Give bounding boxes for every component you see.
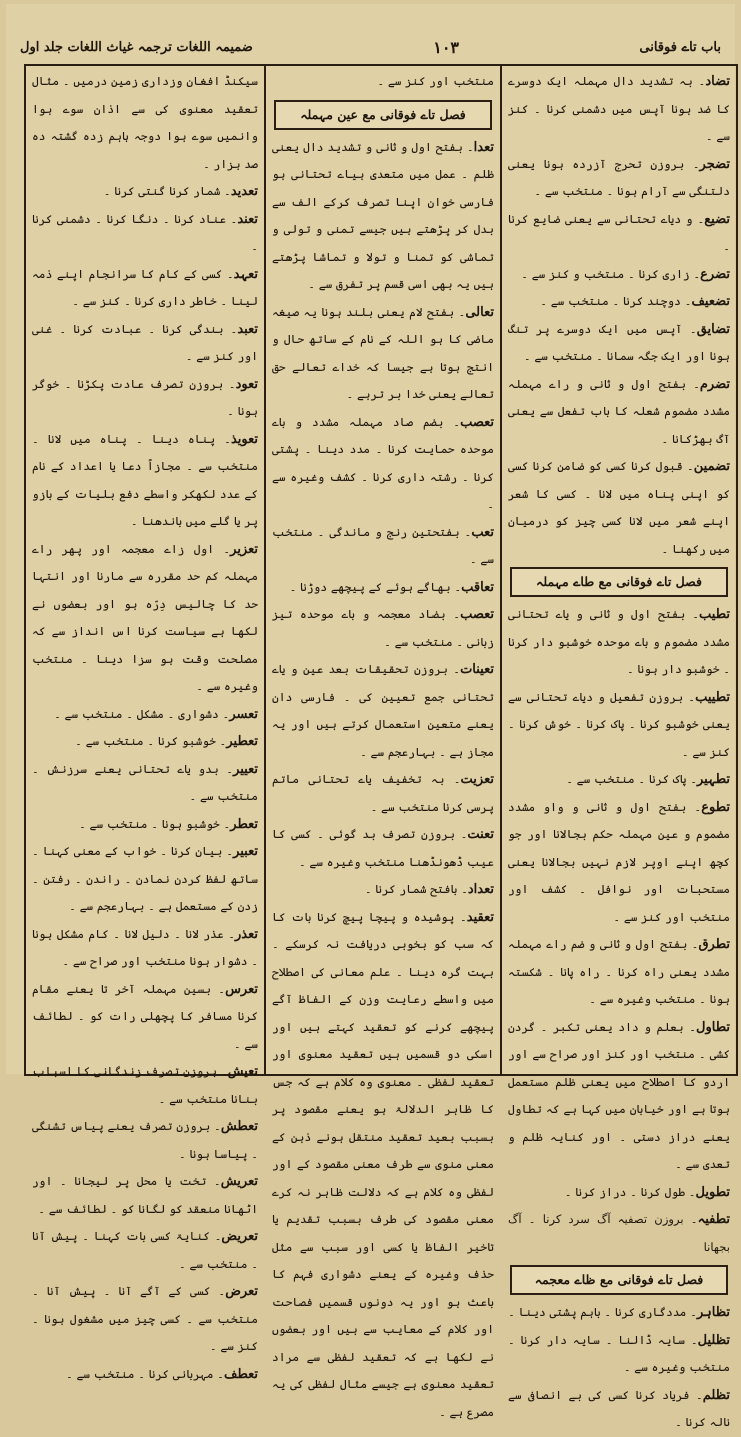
definition: ۔ بفتح اول و ثانی و یاے تحتانی مشدد مضموم و باے موحدہ خوشبو دار کرنا ۔ خوشبو دار ہونا ۔ — [508, 607, 730, 676]
definition: ۔ بسین مہملہ آخر تا یعنے مقام کرنا مسافر کا پچھلی رات کو ۔ لطائف سے ۔ — [32, 981, 258, 1051]
headword: تعاقب — [461, 579, 494, 595]
headword: تطیب — [699, 607, 730, 622]
dictionary-entry — [32, 1361, 258, 1389]
headword: تعب — [471, 524, 494, 540]
dictionary-entry — [32, 701, 258, 729]
headword: تعرض — [225, 1284, 258, 1299]
headword: تطرق — [698, 937, 730, 952]
dictionary-entry — [32, 316, 258, 371]
dictionary-entry — [508, 206, 730, 261]
definition: ۔ بیان کرنا ۔ خواب کے معنی کہنا ۔ ساتھ لفظ کردن نمادن ۔ راندن ۔ رفتن ۔ زدن کے مستعمل ہے ۔ بہارعجم سے ۔ — [32, 844, 258, 913]
headword: تطییب — [695, 689, 730, 705]
dictionary-entry — [272, 68, 494, 96]
dictionary-entry — [32, 1223, 258, 1278]
definition: ۔ بروزن تحقیقات بعد عین و یاے تحتانی جمع تعیین کی ۔ فارسی دان یعنے متعین استعمال کرتے ہیں اور یہ مجاز ہے ۔ بہارعجم سے ۔ — [272, 662, 494, 759]
dictionary-entry — [272, 574, 494, 602]
definition: ۔ بفتحتین رنج و ماندگی ۔ منتخب سے ۔ — [272, 524, 494, 566]
headword: تضیع — [704, 211, 730, 227]
dictionary-entry — [32, 1168, 258, 1223]
dictionary-entry — [32, 1278, 258, 1361]
column-middle — [266, 66, 500, 1419]
dictionary-entry — [32, 756, 258, 811]
dictionary-entry — [508, 766, 730, 794]
definition: ۔ بفتح اول و ثانی و واو مشدد مضموم و عین مہملہ حکم بجالانا اور جو کچھ اپنے اوپر لازم نہیں بجالانا یعنی مستحبات اور نوافل ۔ کشف اور منتخب اور کنز سے ۔ — [508, 799, 730, 924]
headword: تعصب — [460, 414, 494, 430]
definition: ۔ کسی کے کام کا سرانجام اپنے ذمہ لینا ۔ خاطر داری کرنا ۔ کنز سے ۔ — [32, 266, 258, 308]
definition: ۔ و دیاے تحتانی سے یعنی ضایع کرنا ۔ — [508, 211, 730, 253]
headword: تعبد — [237, 321, 258, 337]
dictionary-entry — [272, 409, 494, 519]
headword: تعطیر — [226, 734, 258, 749]
dictionary-entry — [32, 178, 258, 206]
definition: ۔ بفتح اول و ثانی و تشدید دال یعنی ظلم ۔ عمل میں متعدی ہیاے تحتانی ہو فارسی خوان اپنا تصرف کرکے الف سے بدل کر پڑھتے ہیں جیسے تمنی و تولی و تماشی کو تمنا و تولا و تماشا پڑھتے ہیں یہ بھی اسی قسم پر تفرق سے ۔ — [272, 139, 494, 291]
definition: ۔ بعلم و داد یعنی تکبر ۔ گردن کشی ۔ منتخب اور کنز اور صراح سے اور اردو کا اصطلاح میں یعنی ظلم مستعمل ہوتا ہے اور خیابان میں کہا ہے کہ تطاول یعنے دراز دستی ۔ اور کنایہ ظلم و تعدی سے ۔ — [508, 1019, 730, 1171]
definition: ۔ بروزن تصرف زندگانی کا اسباب بنانا منتخب سے ۔ — [32, 1064, 258, 1106]
section-heading: فصل تاے فوقانی مع ظاے معجمہ — [510, 1265, 728, 1295]
headword: تظلیل — [697, 1332, 730, 1348]
dictionary-entry — [32, 1058, 258, 1113]
definition: ۔ پناہ دینا ۔ پناہ میں لانا ۔ منتخب سے ۔ مجازاً دعا یا اعداد کے نام کے عدد لکھکر واسطے دفع بلیات کے بازو پر یا گلے میں باندھنا ۔ — [32, 431, 258, 528]
dictionary-entry — [32, 536, 258, 701]
headword: تضجر — [699, 156, 730, 172]
headword: تعصب — [460, 607, 494, 622]
headword: تعود — [235, 376, 258, 392]
dictionary-entry — [272, 821, 494, 876]
headword: تطویل — [695, 1184, 730, 1200]
headword: تعطش — [220, 1119, 258, 1134]
definition: ۔ بضم صاد مہملہ مشدد و باے موحدہ حمایت کرنا ۔ مدد دینا ۔ پشتی کرنا ۔ رشتہ داری کرنا ۔ کشف وغیرہ سے ۔ — [272, 414, 494, 511]
headword: تعند — [237, 211, 258, 227]
dictionary-entry — [508, 151, 730, 206]
page-number: ۱۰۳ — [433, 37, 459, 57]
headword: تعدید — [230, 184, 258, 199]
headword: تعقید — [466, 909, 494, 925]
dictionary-entry — [32, 1113, 258, 1168]
definition: ۔ دوچند کرنا ۔ منتخب سے ۔ — [540, 294, 692, 308]
headword: تعہد — [233, 266, 258, 282]
definition: ۔ اول زاے معجمہ اور پھر راے مہملہ کم حد مقررہ سے مارنا اور انتہا حد کا چالیس دِرّہ ہو اور بعضوں نے لکھا ہے سیاست کرنا اس انداز سے کہ مصلحت وقت ہو سزا دینا ۔ منتخب وغیرہ سے ۔ — [32, 541, 258, 693]
definition: ۔ بفتح اول و ثانی و ضم راے مہملہ مشدد یعنی راہ کرنا ۔ راہ پانا ۔ شکستہ ہونا ۔ منتخب وغیرہ سے ۔ — [508, 937, 730, 1006]
definition: ۔ تخت یا محل پر لیجانا ۔ اور اٹھانا منعقد کو لگانا کو ۔ لطائف سے ۔ — [32, 1174, 258, 1216]
headword: تعویذ — [230, 431, 258, 447]
headword: تعریض — [221, 1229, 258, 1244]
definition: ۔ بفتح لام یعنی بلند ہونا یہ صیغہ ماضی کا ہو اللہ کے نام کے ساتھ حال و انتج ہوتا ہے جیسا کہ خداے تعالے حق تعالے یعنی خدا بر ترہے ۔ — [272, 304, 494, 401]
definition: ۔ مددگاری کرنا ۔ باہم پشتی دینا ۔ — [508, 1305, 697, 1319]
dictionary-entry — [272, 904, 494, 1427]
dictionary-entry — [508, 288, 730, 316]
dictionary-entry — [508, 68, 730, 151]
dictionary-entry — [32, 976, 258, 1059]
headword: تعبیر — [233, 844, 258, 859]
headword: تظاہر — [696, 1305, 730, 1320]
dictionary-entry — [272, 601, 494, 656]
definition: ۔ بندگی کرنا ۔ عبادت کرنا ۔ غنی اور کنز سے ۔ — [32, 321, 258, 363]
headword: تعدا — [473, 139, 494, 155]
dictionary-entry — [272, 519, 494, 574]
dictionary-entry — [32, 426, 258, 536]
headword: تعطر — [230, 816, 258, 832]
dictionary-entry — [508, 261, 730, 289]
headword: تعریش — [220, 1174, 258, 1189]
headword: تعینات — [460, 662, 494, 677]
chapter-title: باب تاے فوقانی — [639, 39, 721, 55]
section-heading: فصل تاے فوقانی مع عین مہملہ — [274, 100, 492, 130]
dictionary-entry — [508, 316, 730, 371]
dictionary-entry — [272, 299, 494, 409]
dictionary-entry — [272, 766, 494, 821]
definition: ۔ بدو یاے تحتانی یعنے سرزنش ۔ منتخب سے ۔ — [32, 761, 258, 803]
headword: تطاول — [696, 1019, 730, 1035]
headword: تعنت — [467, 827, 494, 842]
dictionary-entry — [32, 68, 258, 178]
definition: ۔ قبول کرنا کسی کو ضامن کرنا کسی کو اپنی پناہ میں لانا ۔ کسی کا شعر اپنے شعر میں لانا کسی چیز کو درمیان میں رکھنا ۔ — [508, 459, 730, 556]
dictionary-entry — [508, 1382, 730, 1437]
column-left — [26, 66, 264, 1382]
dictionary-entry — [32, 728, 258, 756]
definition: سیکنڈ افغان وزداری زمین درمیں ۔ مثال تعقید معنوی کی سے اذان سوے ہوا وانمیں سوے ہوا دوجہ ہاہم زدہ گشتہ دہ صد ہزار ۔ — [32, 74, 258, 171]
headword: تعذر — [235, 926, 258, 942]
headword: تطفیہ — [697, 1212, 730, 1227]
definition: ۔ پوشیدہ و پیچا پیچ کرنا بات کا کہ سب کو بخوبی دریافت نہ کرسکے ۔ بہت گرہ دینا ۔ علم معانی کی اصطلاح میں واسطے رعایت وزن کے الفاظ آگے پیچھے کرنے کو تعقید کہتے ہیں اور اسکی دو قسمیں ہیں تعقید معنوی اور تعقید لفظی ۔ معنوی وہ کلام ہے کہ جس کا ظاہر الدلالۃ ہو یعنے مقصود پر بسبب بعید تعقید منتقل ہونے ذہن کے معنی منوی سے طرف معنی مقصود کے اور لفظی وہ کلام ہے کہ دلالت ظاہر نہ کرے معنی مقصود کی طرف بسبب تقدیم یا تاخیر الفاظ یا کسی اور سبب سے مثل حذف وغیرہ کے یعنے دشواری فہم کا باعث ہو اور یہ دونوں قسمیں فصاحت اور کلام کے معایب سے ہیں اور بعضوں نے لکھا ہے کہ تعقید لفظی سے مراد تعقید معنوی ہے جیسے مثال لفظی کی یہ مصرع ہے ۔ — [272, 909, 494, 1419]
dictionary-entry — [508, 684, 730, 767]
definition: ۔ شمار کرنا گنتی کرنا ۔ — [103, 184, 231, 198]
definition: ۔ طول کرنا ۔ دراز کرنا ۔ — [564, 1184, 696, 1199]
page-header — [20, 34, 721, 60]
column-right — [502, 66, 736, 1429]
definition: ۔ عذر لانا ۔ دلیل لانا ۔ کام مشکل ہونا ۔ دشوار ہونا منتخب اور صراح سے ۔ — [32, 926, 258, 968]
definition: ۔ فریاد کرنا کسی کی بے انصافی سے نالہ کرنا ۔ — [508, 1387, 730, 1429]
definition: منتخب اور کنز سے ۔ — [377, 74, 494, 88]
definition: ۔ بہ تشدید دال مہملہ ایک دوسرے کا ضد ہونا آپس میں دشمنی کرنا ۔ کنز سے ۔ — [508, 74, 730, 143]
dictionary-entry — [508, 931, 730, 1014]
definition: ۔ خوشبو کرنا ۔ منتخب سے ۔ — [75, 734, 227, 748]
definition: ۔ بضاد معجمہ و باے موحدہ تیز زبانی ۔ منتخب سے ۔ — [272, 607, 494, 649]
definition: ۔ آپس میں ایک دوسرے پر تنگ ہونا اور ایک جگہ سمانا ۔ منتخب سے ۔ — [508, 321, 730, 363]
dictionary-entry — [508, 453, 730, 563]
headword: تعییر — [233, 761, 258, 777]
dictionary-entry — [272, 876, 494, 904]
headword: تعیش — [227, 1064, 258, 1079]
headword: تضرع — [700, 266, 730, 282]
book-page — [6, 4, 735, 1429]
definition: ۔ بافتح شمار کرنا ۔ — [364, 882, 468, 896]
dictionary-entry — [32, 811, 258, 839]
definition: ۔ بروزن تحرج آزرده ہونا یعنی دلتنگی سے آرام ہونا ۔ منتخب سے ۔ — [508, 156, 730, 198]
dictionary-entry — [508, 794, 730, 932]
dictionary-entry — [508, 1014, 730, 1179]
dictionary-entry — [508, 1299, 730, 1327]
headword: تطوع — [701, 799, 730, 815]
book-title: ضمیمہ اللغات ترجمہ غیاث اللغات جلد اول — [20, 39, 253, 55]
headword: تعداد — [467, 882, 494, 897]
headword: تعزیت — [460, 772, 494, 787]
headword: تضرم — [699, 376, 730, 392]
definition: ۔ بروزن تصفیہ آگ سرد کرنا ۔ آگ بجھانا — [508, 1212, 730, 1254]
definition: ۔ دشواری ۔ مشکل ۔ منتخب سے ۔ — [54, 706, 230, 721]
dictionary-entry — [32, 261, 258, 316]
dictionary-entry — [508, 1206, 730, 1261]
headword: تعسر — [229, 706, 258, 722]
definition: ۔ بروزن تصرف عادت پکڑنا ۔ خوگر ہونا ۔ — [32, 376, 258, 418]
dictionary-entry — [272, 134, 494, 299]
headword: تطہیر — [697, 772, 730, 787]
dictionary-entry — [508, 1327, 730, 1382]
dictionary-entry — [508, 601, 730, 684]
headword: تعالی — [465, 304, 494, 320]
dictionary-entry — [32, 371, 258, 426]
headword: تعزیر — [230, 541, 258, 557]
dictionary-entry — [508, 371, 730, 454]
dictionary-entry — [272, 656, 494, 766]
definition: ۔ خوشبو ہونا ۔ منتخب سے ۔ — [79, 816, 231, 831]
headword: تعطف — [223, 1366, 258, 1382]
definition: ۔ کسی کے آگے آنا ۔ پیش آنا ۔ منتخب سے ۔ کسی چیز میں مشغول ہونا ۔ کنز سے ۔ — [32, 1284, 258, 1353]
dictionary-entry — [32, 838, 258, 921]
definition: ۔ زاری کرنا ۔ منتخب و کنز سے ۔ — [521, 266, 701, 281]
dictionary-entry — [32, 921, 258, 976]
section-heading: فصل تاے فوقانی مع طاے مہملہ — [510, 567, 728, 597]
definition: ۔ بفتح اول و ثانی و راے مہملہ مشدد مضموم شعلہ کا باب تفعل سے یعنی آگ بھڑکانا ۔ — [508, 376, 730, 446]
definition: ۔ بروزن تصرف یعنے پیاس تشنگی ۔ پیاسا ہونا ۔ — [32, 1119, 258, 1161]
text-frame — [24, 64, 738, 1429]
headword: تضمین — [693, 459, 730, 474]
definition: ۔ مہربانی کرنا ۔ منتخب سے ۔ — [66, 1366, 224, 1381]
definition: ۔ کنایۃ کسی بات کہنا ۔ پیش آنا ۔ منتخب سے ۔ — [32, 1229, 258, 1271]
headword: تظلم — [702, 1387, 730, 1403]
definition: ۔ بہ تخفیف یاے تحتانی ماتم پرسی کرنا منتخب سے ۔ — [272, 772, 494, 814]
definition: ۔ بروزن تصرف بد گوئی ۔ کسی کا عیب ڈھونڈھنا منتخب وغیرہ سے ۔ — [272, 827, 494, 869]
definition: ۔ بھاگے ہوئے کے پیچھے دوڑنا ۔ — [289, 579, 462, 594]
definition: ۔ پاک کرنا ۔ منتخب سے ۔ — [566, 772, 697, 786]
headword: تضعیف — [691, 294, 730, 309]
headword: تضایق — [696, 321, 730, 337]
headword: تضاد — [705, 74, 730, 89]
definition: ۔ سایہ ڈالنا ۔ سایہ دار کرنا ۔ منتخب وغیرہ سے ۔ — [508, 1332, 730, 1374]
dictionary-entry — [32, 206, 258, 261]
definition: ۔ عناد کرنا ۔ دنگا کرنا ۔ دشمنی کرنا ۔ — [32, 211, 258, 253]
dictionary-entry — [508, 1179, 730, 1207]
headword: تعرس — [225, 981, 258, 997]
definition: ۔ بروزن تفعیل و دیاے تحتانی سے یعنی خوشبو کرنا ۔ پاک کرنا ۔ خوش کرنا ۔ کنز سے ۔ — [508, 689, 730, 759]
